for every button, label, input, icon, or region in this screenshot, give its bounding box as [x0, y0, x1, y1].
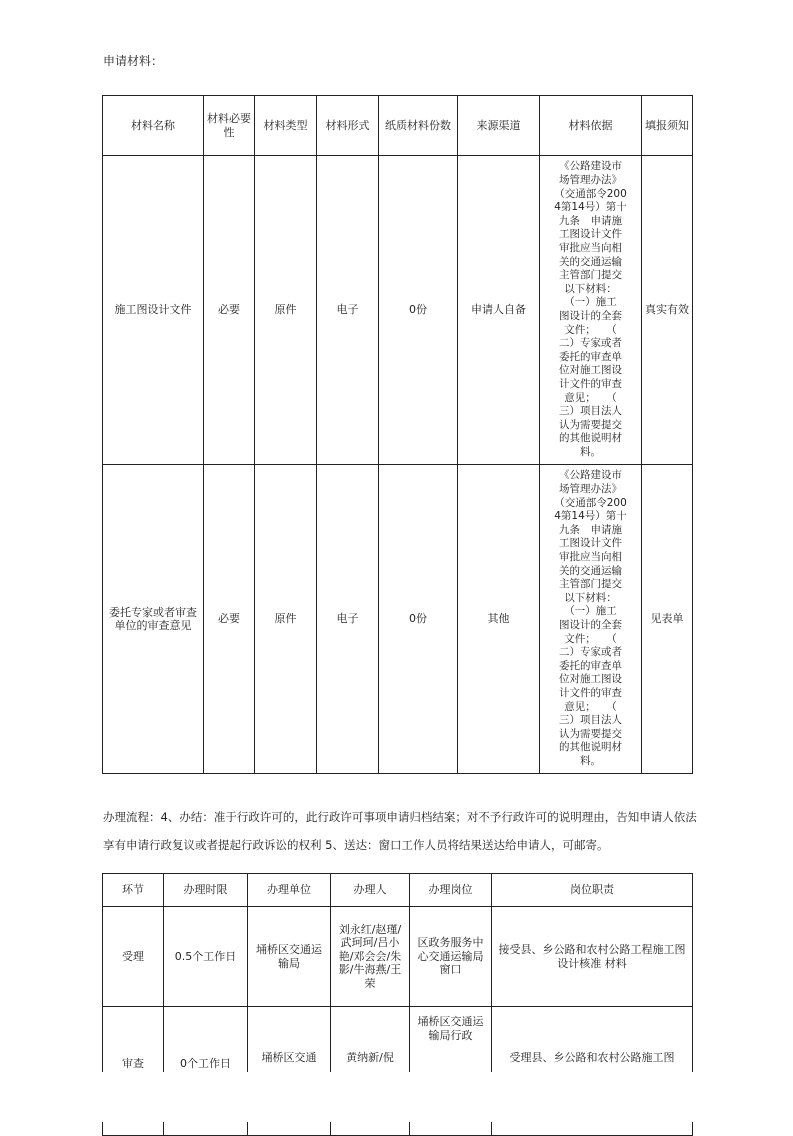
materials-table [102, 95, 693, 774]
material-form: 电子 [317, 465, 379, 774]
workflow-post: 区政务服务中心交通运输局窗口 [410, 907, 492, 1007]
workflow-duty-text: 受理县、乡公路和农村公路施工图 [509, 1051, 675, 1064]
col-header: 办理时限 [164, 874, 248, 907]
workflow-post-text: 埇桥区交通运输局行政 [417, 1015, 484, 1042]
process-description: 办理流程：4、办结：准于行政许可的，此行政许可事项申请归档结案；对不予行政许可的说明理由，告知申请人依法享有申请行政复议或者提起行政诉讼的权利 5、送达：窗口工作人员将结果送达给申请人，可邮寄。 [103, 810, 697, 852]
workflow-time: 0.5个工作日 [164, 907, 248, 1007]
material-notes: 见表单 [642, 465, 693, 774]
material-notes: 真实有效 [642, 156, 693, 465]
workflow-time-text: 0个工作日 [180, 1057, 231, 1070]
material-type: 原件 [255, 156, 317, 465]
material-necessity: 必要 [204, 465, 255, 774]
material-basis: 《公路建设市 场管理办法》 （交通部令200 4第14号）第十 九条 申请施 工图设计文件 审批应当向相 关的交通运输 主管部门提交 以下材料： （一）施工 图设计的全套 文件； （ 二）专家或者 委托的审查单 位对施工图设 计文件的审查 意见； （ 三）项目法人 认为需要提交 的其他说明材 料。 [540, 156, 642, 465]
col-header: 材料类型 [255, 96, 317, 156]
col-header: 来源渠道 [458, 96, 540, 156]
page-bottom-margin [0, 1072, 793, 1122]
col-header: 填报须知 [642, 96, 693, 156]
col-header: 环节 [103, 874, 164, 907]
material-name: 委托专家或者审查单位的审查意见 [103, 465, 204, 774]
workflow-duty: 接受县、乡公路和农村公路工程施工图设计核准 材料 [492, 907, 693, 1007]
table-row [103, 156, 693, 465]
material-copies: 0份 [379, 156, 458, 465]
col-header: 办理单位 [248, 874, 331, 907]
material-source: 其他 [458, 465, 540, 774]
material-copies: 0份 [379, 465, 458, 774]
table-row [103, 907, 693, 1007]
col-header: 岗位职责 [492, 874, 693, 907]
col-header: 办理人 [331, 874, 410, 907]
material-name: 施工图设计文件 [103, 156, 204, 465]
col-header: 纸质材料份数 [379, 96, 458, 156]
col-header: 办理岗位 [410, 874, 492, 907]
material-source: 申请人自备 [458, 156, 540, 465]
material-type: 原件 [255, 465, 317, 774]
table-row [103, 465, 693, 774]
materials-heading: 申请材料： [103, 54, 164, 68]
col-header: 材料依据 [540, 96, 642, 156]
col-header: 材料必要性 [204, 96, 255, 156]
material-basis: 《公路建设市 场管理办法》 （交通部令200 4第14号）第十 九条 申请施 工图设计文件 审批应当向相 关的交通运输 主管部门提交 以下材料： （一）施工 图设计的全套 文件； （ 二）专家或者 委托的审查单 位对施工图设 计文件的审查 意见； （ 三）项目法人 认为需要提交 的其他说明材 料。 [540, 465, 642, 774]
materials-header-row [103, 96, 693, 156]
workflow-step-text: 审查 [122, 1057, 144, 1070]
material-form: 电子 [317, 156, 379, 465]
workflow-person: 刘永红/赵瑾/武珂珂/吕小艳/邓会会/朱影/牛海燕/王荣 [331, 907, 410, 1007]
col-header: 材料名称 [103, 96, 204, 156]
workflow-step: 受理 [103, 907, 164, 1007]
workflow-person-text: 黄纳新/倪 [346, 1051, 394, 1064]
col-header: 材料形式 [317, 96, 379, 156]
workflow-unit: 埇桥区交通运输局 [248, 907, 331, 1007]
workflow-unit-text: 埇桥区交通 [261, 1051, 317, 1064]
workflow-header-row [103, 874, 693, 907]
material-necessity: 必要 [204, 156, 255, 465]
